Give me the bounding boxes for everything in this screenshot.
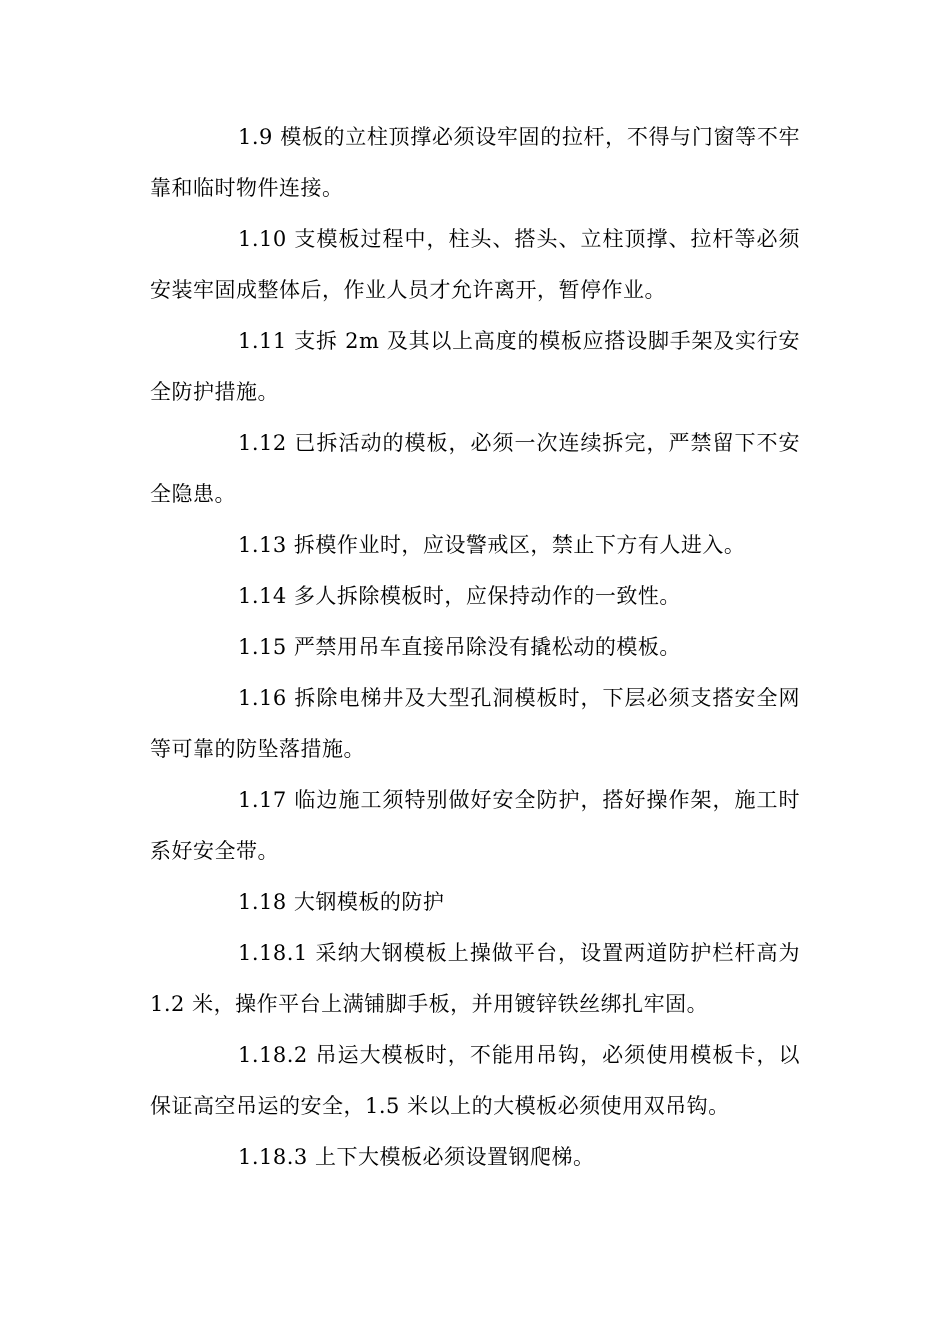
paragraph-1-13: 1.13 拆模作业时，应设警戒区，禁止下方有人进入。 [238, 533, 746, 557]
paragraph-1-11: 1.11 支拆 2m 及其以上高度的模板应搭设脚手架及实行安全防护措施。 [150, 329, 800, 404]
paragraph-1-16: 1.16 拆除电梯井及大型孔洞模板时，下层必须支搭安全网等可靠的防坠落措施。 [150, 686, 800, 761]
paragraph-1-10: 1.10 支模板过程中，柱头、搭头、立柱顶撑、拉杆等必须安装牢固成整体后，作业人员才允许离开，暂停作业。 [150, 227, 800, 302]
section-heading-1-18: 1.18 大钢模板的防护 [238, 890, 445, 914]
document-body [150, 112, 800, 1183]
paragraph-1-18-2: 1.18.2 吊运大模板时，不能用吊钩，必须使用模板卡，以保证高空吊运的安全，1.5 米以上的大模板必须使用双吊钩。 [150, 1043, 800, 1118]
paragraph-1-14: 1.14 多人拆除模板时，应保持动作的一致性。 [238, 584, 681, 608]
paragraph-1-9: 1.9 模板的立柱顶撑必须设牢固的拉杆，不得与门窗等不牢靠和临时物件连接。 [150, 125, 800, 200]
paragraph-1-18-3: 1.18.3 上下大模板必须设置钢爬梯。 [238, 1145, 595, 1169]
paragraph-1-17: 1.17 临边施工须特别做好安全防护，搭好操作架，施工时系好安全带。 [150, 788, 800, 863]
paragraph-1-18-1: 1.18.1 采纳大钢模板上操做平台，设置两道防护栏杆高为1.2 米，操作平台上满铺脚手板，并用镀锌铁丝绑扎牢固。 [150, 941, 800, 1016]
paragraph-1-12: 1.12 已拆活动的模板，必须一次连续拆完，严禁留下不安全隐患。 [150, 431, 800, 506]
paragraph-1-15: 1.15 严禁用吊车直接吊除没有撬松动的模板。 [238, 635, 681, 659]
